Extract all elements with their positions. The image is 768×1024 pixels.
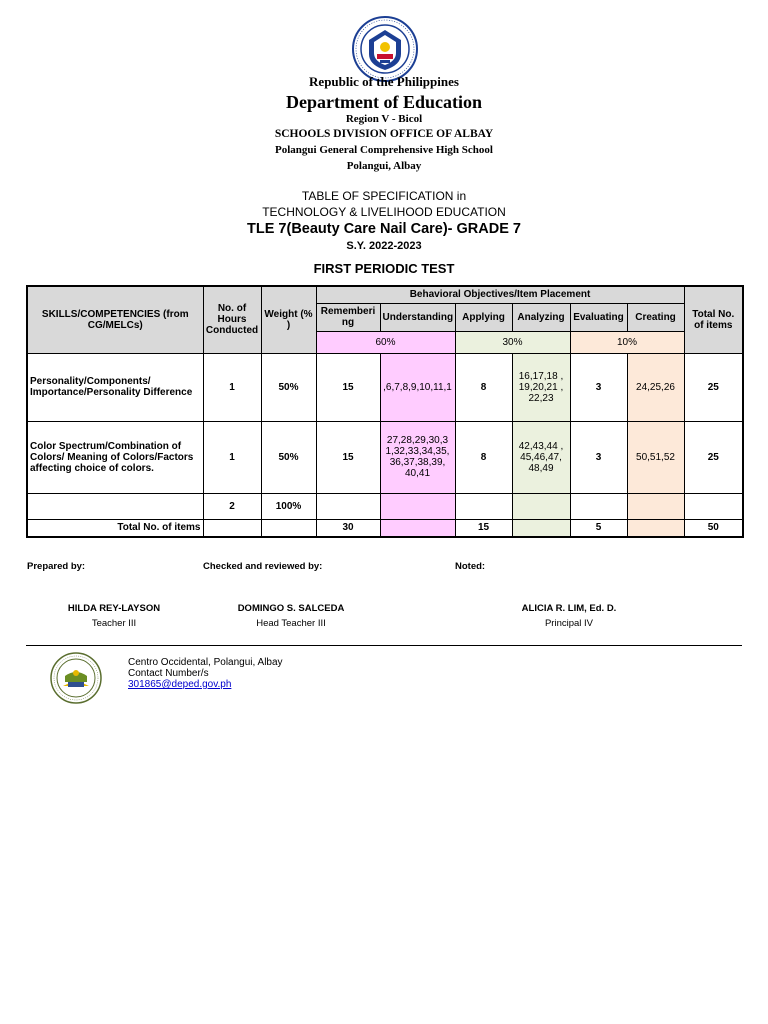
empty-cell <box>380 493 455 519</box>
total-label-cell: Total No. of items <box>27 519 203 537</box>
understanding-cell: 27,28,29,30,3 1,32,33,34,35, 36,37,38,39, 40,41 <box>380 421 455 493</box>
specification-table <box>26 285 744 538</box>
pct-30: 30% <box>455 331 570 353</box>
empty-cell <box>627 519 684 537</box>
understanding-header: Understanding <box>380 303 455 331</box>
empty-cell <box>570 493 627 519</box>
hours-header: No. of Hours Conducted <box>203 286 261 353</box>
creating-cell: 50,51,52 <box>627 421 684 493</box>
tos-title-line1: TABLE OF SPECIFICATION in <box>301 189 467 203</box>
table-row <box>27 353 743 421</box>
hours-cell: 1 <box>203 353 261 421</box>
noted-position: Principal IV <box>544 618 594 629</box>
prepared-name: HILDA REY-LAYSON <box>67 603 161 614</box>
prepared-label: Prepared by: <box>27 561 86 572</box>
test-title: FIRST PERIODIC TEST <box>313 261 455 276</box>
footer-divider <box>26 645 742 646</box>
pct-60: 60% <box>316 331 455 353</box>
applying-cell: 8 <box>455 353 512 421</box>
checked-label: Checked and reviewed by: <box>203 561 323 572</box>
empty-cell <box>684 493 743 519</box>
behavioral-header: Behavioral Objectives/Item Placement <box>316 286 684 303</box>
pct-10: 10% <box>570 331 684 353</box>
empty-cell <box>316 493 380 519</box>
analyzing-cell: 16,17,18 , 19,20,21 , 22,23 <box>512 353 570 421</box>
checked-name: DOMINGO S. SALCEDA <box>237 603 345 614</box>
evaluating-cell: 3 <box>570 353 627 421</box>
analyzing-cell: 42,43,44 , 45,46,47, 48,49 <box>512 421 570 493</box>
region-text: Region V - Bicol <box>345 113 423 125</box>
sum-hours-cell: 2 <box>203 493 261 519</box>
total-cell: 25 <box>684 421 743 493</box>
division-text: SCHOOLS DIVISION OFFICE OF ALBAY <box>274 128 494 140</box>
empty-cell <box>203 519 261 537</box>
empty-cell <box>627 493 684 519</box>
total-remembering-cell: 30 <box>316 519 380 537</box>
total-header: Total No. of items <box>684 286 743 353</box>
checked-position: Head Teacher III <box>256 618 326 629</box>
sum-weight-cell: 100% <box>261 493 316 519</box>
department-title: Department of Education <box>286 92 482 112</box>
noted-label: Noted: <box>455 561 486 572</box>
empty-cell <box>512 519 570 537</box>
grand-total-cell: 50 <box>684 519 743 537</box>
school-location: Polangui, Albay <box>346 160 422 172</box>
understanding-cell: ,6,7,8,9,10,11,1 <box>380 353 455 421</box>
remembering-header: Rememberi ng <box>316 303 380 331</box>
skills-header: SKILLS/COMPETENCIES (from CG/MELCs) <box>27 286 203 353</box>
weight-cell: 50% <box>261 421 316 493</box>
creating-header: Creating <box>627 303 684 331</box>
remembering-cell: 15 <box>316 353 380 421</box>
table-row <box>27 421 743 493</box>
weight-header: Weight (% ) <box>261 286 316 353</box>
total-cell: 25 <box>684 353 743 421</box>
skill-cell: Color Spectrum/Combination of Colors/ Meaning of Colors/Factors affecting choice of colors. <box>27 421 203 493</box>
empty-cell <box>261 519 316 537</box>
evaluating-cell: 3 <box>570 421 627 493</box>
analyzing-header: Analyzing <box>512 303 570 331</box>
deped-seal-icon <box>352 16 418 82</box>
empty-cell <box>27 493 203 519</box>
weight-cell: 50% <box>261 353 316 421</box>
school-year: S.Y. 2022-2023 <box>346 240 422 252</box>
email-container <box>128 679 231 690</box>
empty-cell <box>380 519 455 537</box>
remembering-cell: 15 <box>316 421 380 493</box>
hours-cell: 1 <box>203 421 261 493</box>
contact-label: Contact Number/s <box>128 668 209 679</box>
email-link[interactable]: 301865@deped.gov.ph <box>128 679 232 690</box>
applying-header: Applying <box>455 303 512 331</box>
prepared-position: Teacher III <box>91 618 137 629</box>
creating-cell: 24,25,26 <box>627 353 684 421</box>
total-evaluating-cell: 5 <box>570 519 627 537</box>
republic-text: Republic of the Philippines <box>309 74 459 89</box>
total-row <box>27 519 743 537</box>
noted-name: ALICIA R. LIM, Ed. D. <box>521 603 617 614</box>
school-name: Polangui General Comprehensive High School <box>275 144 493 156</box>
applying-cell: 8 <box>455 421 512 493</box>
total-applying-cell: 15 <box>455 519 512 537</box>
subject-title: TLE 7(Beauty Care Nail Care)- GRADE 7 <box>247 221 521 237</box>
school-logo-icon <box>50 652 102 704</box>
evaluating-header: Evaluating <box>570 303 627 331</box>
school-address: Centro Occidental, Polangui, Albay <box>128 657 283 668</box>
sum-row <box>27 493 743 519</box>
empty-cell <box>455 493 512 519</box>
empty-cell <box>512 493 570 519</box>
skill-cell: Personality/Components/ Importance/Personality Difference <box>27 353 203 421</box>
tos-title-line2: TECHNOLOGY & LIVELIHOOD EDUCATION <box>262 205 506 219</box>
